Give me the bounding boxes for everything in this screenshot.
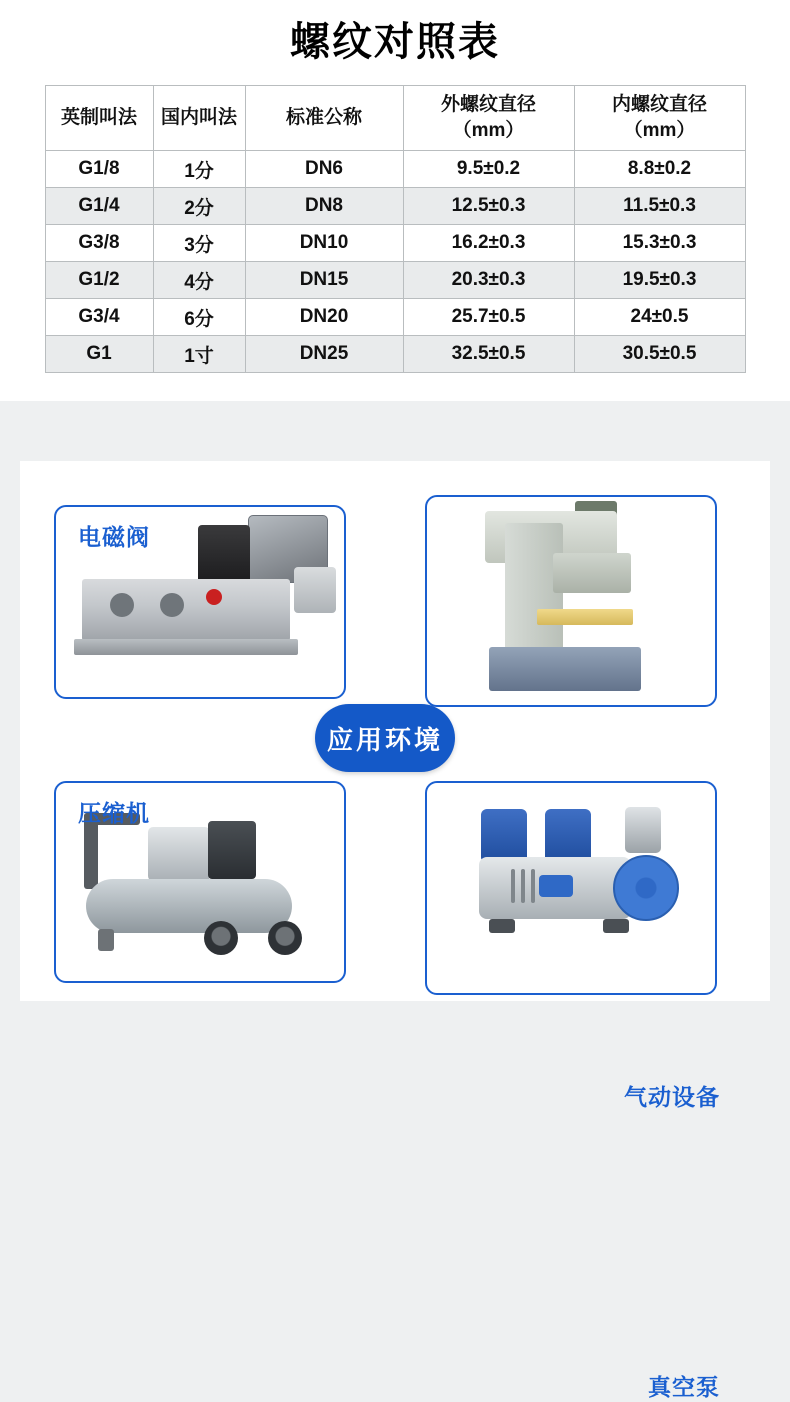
application-card-vacuum-pump — [425, 781, 717, 995]
label-solenoid-valve: 电磁阀 — [78, 524, 150, 550]
label-compressor: 压缩机 — [78, 800, 150, 826]
column-header-nominal: 标准公称 — [245, 86, 403, 151]
cell-imperial: G1/4 — [45, 188, 153, 225]
cell-imperial: G1/8 — [45, 151, 153, 188]
cell-outer-diameter: 16.2±0.3 — [403, 225, 574, 262]
label-pneumatic-equipment: 气动设备 — [624, 1084, 720, 1110]
application-card-pneumatic-equipment — [425, 495, 717, 707]
cell-nominal: DN20 — [245, 299, 403, 336]
cell-domestic: 1分 — [153, 151, 245, 188]
cell-nominal: DN15 — [245, 262, 403, 299]
column-header-imperial: 英制叫法 — [45, 86, 153, 151]
table-row — [45, 151, 745, 188]
cell-outer-diameter: 9.5±0.2 — [403, 151, 574, 188]
thread-comparison-table — [45, 85, 746, 373]
cell-inner-diameter: 11.5±0.3 — [574, 188, 745, 225]
column-header-domestic: 国内叫法 — [153, 86, 245, 151]
cell-domestic: 4分 — [153, 262, 245, 299]
cell-domestic: 1寸 — [153, 336, 245, 373]
table-row — [45, 225, 745, 262]
label-vacuum-pump: 真空泵 — [648, 1374, 720, 1400]
cell-nominal: DN25 — [245, 336, 403, 373]
table-header-row — [45, 86, 745, 151]
thread-comparison-section — [0, 0, 790, 401]
cell-nominal: DN8 — [245, 188, 403, 225]
application-environment-badge: 应用环境 — [315, 704, 455, 772]
section-divider — [0, 401, 790, 461]
cell-domestic: 2分 — [153, 188, 245, 225]
cell-inner-diameter: 19.5±0.3 — [574, 262, 745, 299]
cell-nominal: DN6 — [245, 151, 403, 188]
page-title: 螺纹对照表 — [290, 20, 500, 64]
cell-imperial: G3/8 — [45, 225, 153, 262]
column-header-outer-diameter: 外螺纹直径 （mm） — [403, 86, 574, 151]
cell-domestic: 3分 — [153, 225, 245, 262]
cell-outer-diameter: 20.3±0.3 — [403, 262, 574, 299]
cell-imperial: G1 — [45, 336, 153, 373]
table-row — [45, 299, 745, 336]
table-row — [45, 336, 745, 373]
vacuum-pump-image — [427, 783, 715, 993]
pneumatic-equipment-image — [427, 497, 715, 705]
cell-inner-diameter: 15.3±0.3 — [574, 225, 745, 262]
cell-inner-diameter: 24±0.5 — [574, 299, 745, 336]
cell-nominal: DN10 — [245, 225, 403, 262]
application-environment-section — [20, 461, 770, 1400]
cell-outer-diameter: 32.5±0.5 — [403, 336, 574, 373]
column-header-inner-diameter: 内螺纹直径 （mm） — [574, 86, 745, 151]
cell-domestic: 6分 — [153, 299, 245, 336]
cell-outer-diameter: 12.5±0.3 — [403, 188, 574, 225]
cell-imperial: G3/4 — [45, 299, 153, 336]
cell-outer-diameter: 25.7±0.5 — [403, 299, 574, 336]
table-row — [45, 262, 745, 299]
cell-inner-diameter: 8.8±0.2 — [574, 151, 745, 188]
table-row — [45, 188, 745, 225]
cell-imperial: G1/2 — [45, 262, 153, 299]
cell-inner-diameter: 30.5±0.5 — [574, 336, 745, 373]
